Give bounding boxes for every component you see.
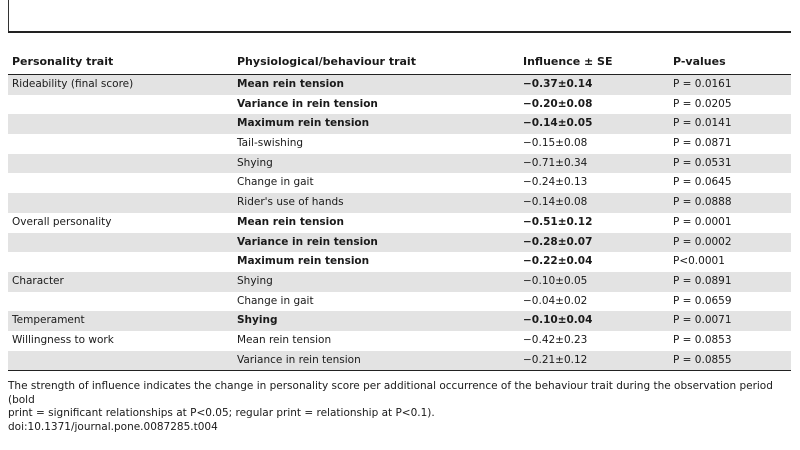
table-row (8, 173, 791, 193)
cell-influence: −0.04±0.02 (523, 294, 588, 307)
cell-influence: −0.20±0.08 (523, 97, 593, 110)
cell-p-value: P<0.0001 (673, 255, 725, 268)
cell-influence: −0.22±0.04 (523, 255, 593, 268)
cell-influence: −0.15±0.08 (523, 137, 588, 150)
cell-influence: −0.10±0.04 (523, 314, 593, 327)
table-top-rule (8, 31, 791, 33)
cell-p-value: P = 0.0888 (673, 196, 732, 209)
cell-behaviour-trait: Rider's use of hands (237, 196, 344, 209)
cell-p-value: P = 0.0645 (673, 176, 732, 189)
table-header-row (8, 52, 791, 75)
cell-behaviour-trait: Maximum rein tension (237, 117, 370, 130)
cell-p-value: P = 0.0855 (673, 353, 732, 366)
cell-p-value: P = 0.0205 (673, 97, 732, 110)
cell-p-value: P = 0.0871 (673, 137, 732, 150)
footnote-doi: doi:10.1371/journal.pone.0087285.t004 (8, 420, 218, 433)
cell-influence: −0.14±0.08 (523, 196, 588, 209)
cell-personality-trait: Temperament (12, 314, 85, 327)
cell-p-value: P = 0.0141 (673, 117, 732, 130)
table-row (8, 292, 791, 312)
cell-p-value: P = 0.0001 (673, 215, 732, 228)
table-footnote (8, 380, 791, 434)
cell-personality-trait: Overall personality (12, 215, 112, 228)
cell-influence: −0.42±0.23 (523, 333, 588, 346)
cell-behaviour-trait: Maximum rein tension (237, 255, 370, 268)
table-row (8, 193, 791, 213)
table-row (8, 154, 791, 174)
table-row (8, 311, 791, 331)
table-row (8, 233, 791, 253)
cell-influence: −0.51±0.12 (523, 215, 593, 228)
cell-influence: −0.28±0.07 (523, 235, 593, 248)
table-bottom-rule (8, 370, 791, 371)
footnote-line-2: print = significant relationships at P<0.05; regular print = relationship at P<0.1). (8, 407, 435, 419)
header-p-values: P-values (673, 55, 726, 68)
table-row (8, 75, 791, 95)
cell-p-value: P = 0.0002 (673, 235, 732, 248)
header-personality-trait: Personality trait (12, 55, 114, 68)
cell-personality-trait: Character (12, 274, 64, 287)
cell-influence: −0.10±0.05 (523, 274, 588, 287)
cell-behaviour-trait: Mean rein tension (237, 215, 344, 228)
table-row (8, 114, 791, 134)
cell-influence: −0.14±0.05 (523, 117, 593, 130)
table-row (8, 134, 791, 154)
cell-p-value: P = 0.0161 (673, 78, 732, 90)
cell-p-value: P = 0.0071 (673, 314, 732, 327)
left-border-line (8, 0, 9, 32)
cell-behaviour-trait: Variance in rein tension (237, 97, 378, 110)
cell-influence: −0.37±0.14 (523, 78, 593, 90)
cell-influence: −0.24±0.13 (523, 176, 588, 189)
cell-personality-trait: Rideability (final score) (12, 78, 134, 90)
header-influence: Influence ± SE (523, 55, 613, 68)
table-row (8, 95, 791, 115)
cell-p-value: P = 0.0853 (673, 333, 732, 346)
cell-behaviour-trait: Change in gait (237, 294, 314, 307)
table-row (8, 213, 791, 233)
cell-influence: −0.71±0.34 (523, 156, 588, 169)
cell-p-value: P = 0.0891 (673, 274, 732, 287)
cell-p-value: P = 0.0531 (673, 156, 732, 169)
cell-behaviour-trait: Shying (237, 274, 273, 287)
cell-behaviour-trait: Change in gait (237, 176, 314, 189)
cell-behaviour-trait: Variance in rein tension (237, 353, 361, 366)
table-row (8, 272, 791, 292)
header-physiological-trait: Physiological/behaviour trait (237, 55, 416, 68)
footnote-line-1: The strength of influence indicates the change in personality score per additional occurrence of the behaviour trait during the observation period (bold (8, 380, 773, 406)
cell-behaviour-trait: Variance in rein tension (237, 235, 378, 248)
table-body (8, 75, 791, 370)
cell-personality-trait: Willingness to work (12, 333, 114, 346)
cell-behaviour-trait: Tail-swishing (237, 137, 304, 150)
table-row (8, 351, 791, 371)
cell-behaviour-trait: Mean rein tension (237, 78, 344, 90)
cell-behaviour-trait: Shying (237, 314, 278, 327)
cell-behaviour-trait: Shying (237, 156, 273, 169)
cell-influence: −0.21±0.12 (523, 353, 588, 366)
table-row (8, 331, 791, 351)
table-row (8, 252, 791, 272)
cell-behaviour-trait: Mean rein tension (237, 333, 332, 346)
cell-p-value: P = 0.0659 (673, 294, 732, 307)
